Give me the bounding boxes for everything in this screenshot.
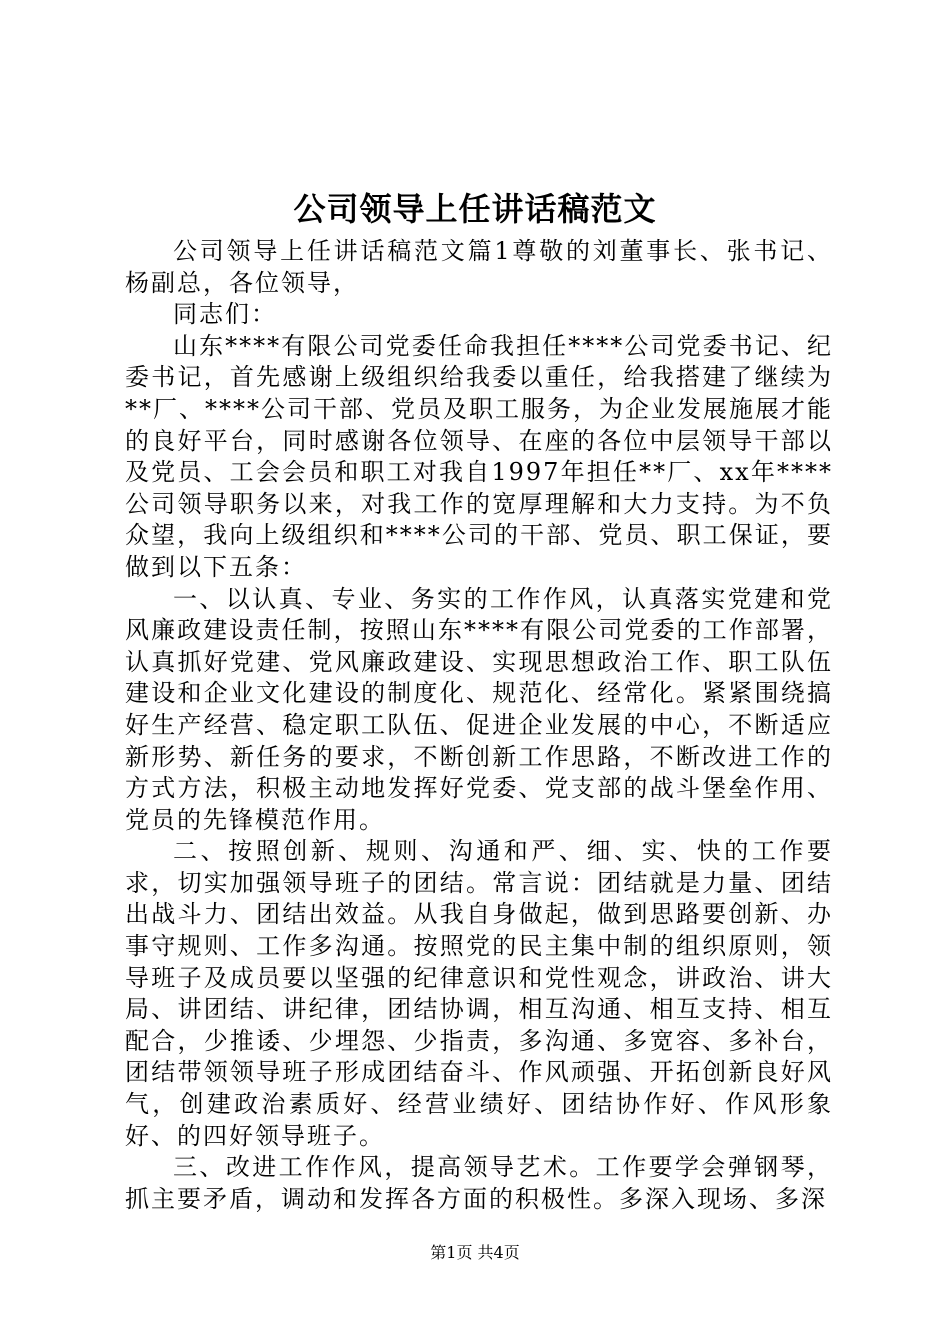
paragraph-salutation: 同志们：	[173, 300, 277, 329]
paragraph-point-one: 一、以认真、专业、务实的工作作风，认真落实党建和党风廉政建设责任制，按照山东****有限公司党委的工作部署，认真抓好党建、党风廉政建设、实现思想政治工作、职工队伍建设和企业文化建设的制度化、规范化、经常化。紧紧围绕搞好生产经营、稳定职工队伍、促进企业发展的中心，不断适应新形势、新任务的要求，不断创新工作思路，不断改进工作的方式方法，积极主动地发挥好党委、党支部的战斗堡垒作用、党员的先锋模范作用。	[125, 584, 833, 834]
paragraph-point-three: 三、改进工作作风，提高领导艺术。工作要学会弹钢琴，抓主要矛盾，调动和发挥各方面的积极性。多深入现场、多深	[125, 1153, 833, 1213]
page-footer: 第1页 共4页	[430, 1243, 520, 1262]
paragraph-intro: 山东****有限公司党委任命我担任****公司党委书记、纪委书记，首先感谢上级组织给我委以重任，给我搭建了继续为**厂、****公司干部、党员及职工服务，为企业发展施展才能的良好平台，同时感谢各位领导、在座的各位中层领导干部以及党员、工会会员和职工对我自1997年担任**厂、xx年****公司领导职务以来，对我工作的宽厚理解和大力支持。为不负众望，我向上级组织和****公司的干部、党员、职工保证，要做到以下五条：	[125, 331, 833, 581]
paragraph-greeting: 公司领导上任讲话稿范文篇1尊敬的刘董事长、张书记、杨副总，各位领导，	[125, 237, 833, 297]
document-body	[125, 236, 833, 1215]
document-title: 公司领导上任讲话稿范文	[293, 190, 657, 228]
paragraph-point-two: 二、按照创新、规则、沟通和严、细、实、快的工作要求，切实加强领导班子的团结。常言说：团结就是力量、团结出战斗力、团结出效益。从我自身做起，做到思路要创新、办事守规则、工作多沟通。按照党的民主集中制的组织原则，领导班子及成员要以坚强的纪律意识和党性观念，讲政治、讲大局、讲团结、讲纪律，团结协调，相互沟通、相互支持、相互配合，少推诿、少埋怨、少指责，多沟通、多宽容、多补台，团结带领领导班子形成团结奋斗、作风顽强、开拓创新良好风气，创建政治素质好、经营业绩好、团结协作好、作风形象好、的四好领导班子。	[125, 837, 833, 1150]
